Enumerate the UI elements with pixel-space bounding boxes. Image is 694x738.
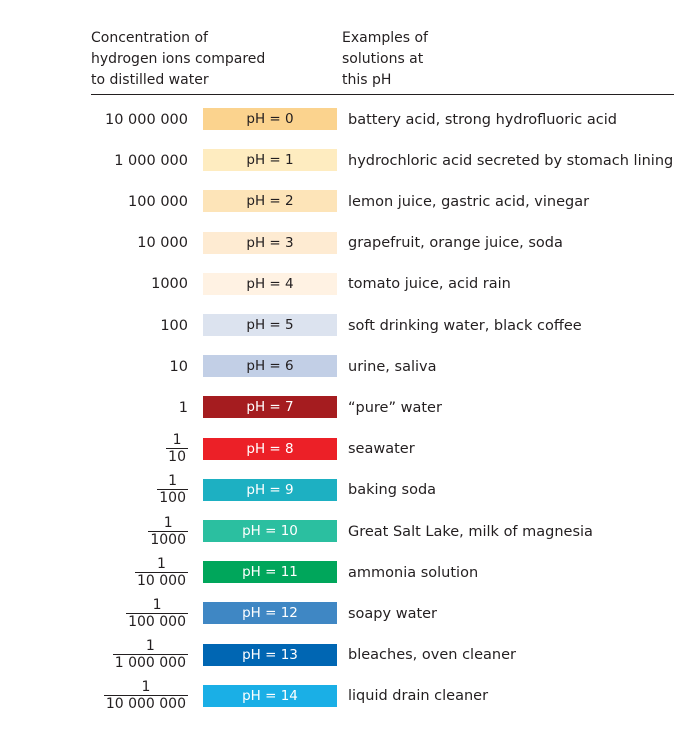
concentration-value: 100 [160,317,188,334]
ph-row [0,676,694,717]
example-solutions: grapefruit, orange juice, soda [348,235,563,252]
ph-color-bar: pH = 10 [203,520,337,542]
fraction-numerator: 1 [152,596,162,613]
example-solutions: tomato juice, acid rain [348,276,511,293]
examples-header: Examples of solutions at this pH [342,30,428,88]
concentration-value: 10 [169,358,188,375]
fraction-denominator: 10 000 000 [105,696,186,713]
concentration-value [126,593,188,634]
ph-row [0,635,694,676]
ph-color-bar: pH = 9 [203,479,337,501]
ph-color-bar: pH = 3 [203,232,337,254]
example-solutions: urine, saliva [348,358,437,375]
ph-color-bar: pH = 4 [203,273,337,295]
ph-row [0,387,694,428]
fraction-numerator: 1 [163,514,173,531]
ph-color-bar: pH = 8 [203,438,337,460]
example-solutions: “pure” water [348,399,442,416]
ph-color-bar: pH = 11 [203,561,337,583]
ph-row [0,99,694,140]
example-solutions: Great Salt Lake, milk of magnesia [348,523,593,540]
ph-row [0,511,694,552]
example-solutions: soft drinking water, black coffee [348,317,582,334]
concentration-value [113,635,188,676]
ph-color-bar: pH = 6 [203,355,337,377]
example-solutions: bleaches, oven cleaner [348,647,516,664]
example-solutions: baking soda [348,482,437,499]
ph-row [0,552,694,593]
concentration-value: 100 000 [128,193,188,210]
fraction-denominator: 1 000 000 [114,655,186,672]
ph-row [0,305,694,346]
example-solutions: soapy water [348,605,438,622]
fraction-denominator: 10 [168,449,186,466]
fraction-numerator: 1 [141,679,151,696]
concentration-fraction [148,516,188,548]
fraction-denominator: 10 000 [137,572,186,589]
ph-row [0,470,694,511]
ph-color-bar: pH = 1 [203,149,337,171]
example-solutions: battery acid, strong hydrofluoric acid [348,111,617,128]
concentration-fraction [157,474,188,506]
concentration-value: 10 000 000 [104,111,188,128]
ph-color-bar: pH = 12 [203,602,337,624]
concentration-fraction [135,557,188,589]
ph-color-bar: pH = 2 [203,190,337,212]
fraction-denominator: 100 000 [128,613,186,630]
ph-row [0,264,694,305]
concentration-value: 1000 [151,276,188,293]
ph-row [0,140,694,181]
concentration-value: 10 000 [137,235,188,252]
concentration-value [148,511,188,552]
concentration-value [104,676,188,717]
ph-color-bar: pH = 14 [203,685,337,707]
concentration-fraction [166,433,188,465]
example-solutions: liquid drain cleaner [348,688,489,705]
ph-row [0,223,694,264]
example-solutions: seawater [348,441,415,458]
example-solutions: hydrochloric acid secreted by stomach lining [348,152,674,169]
ph-row [0,181,694,222]
concentration-value [166,429,188,470]
fraction-numerator: 1 [168,473,178,490]
concentration-value [135,552,188,593]
ph-row [0,429,694,470]
ph-row [0,346,694,387]
fraction-numerator: 1 [157,555,166,572]
ph-color-bar: pH = 0 [203,108,337,130]
concentration-fraction [113,639,188,671]
fraction-numerator: 1 [145,638,155,655]
fraction-denominator: 100 [159,490,186,507]
header-divider [91,94,674,95]
concentration-value [157,470,188,511]
concentration-value: 1 [178,399,188,416]
fraction-numerator: 1 [172,432,182,449]
concentration-value: 1 000 000 [114,152,188,169]
concentration-fraction [104,680,188,712]
example-solutions: ammonia solution [348,564,479,581]
fraction-denominator: 1000 [150,531,186,548]
example-solutions: lemon juice, gastric acid, vinegar [348,193,590,210]
concentration-header: Concentration of hydrogen ions compared to distilled water [91,30,266,88]
concentration-fraction [126,598,188,630]
ph-row [0,593,694,634]
ph-color-bar: pH = 13 [203,644,337,666]
ph-color-bar: pH = 7 [203,396,337,418]
ph-color-bar: pH = 5 [203,314,337,336]
